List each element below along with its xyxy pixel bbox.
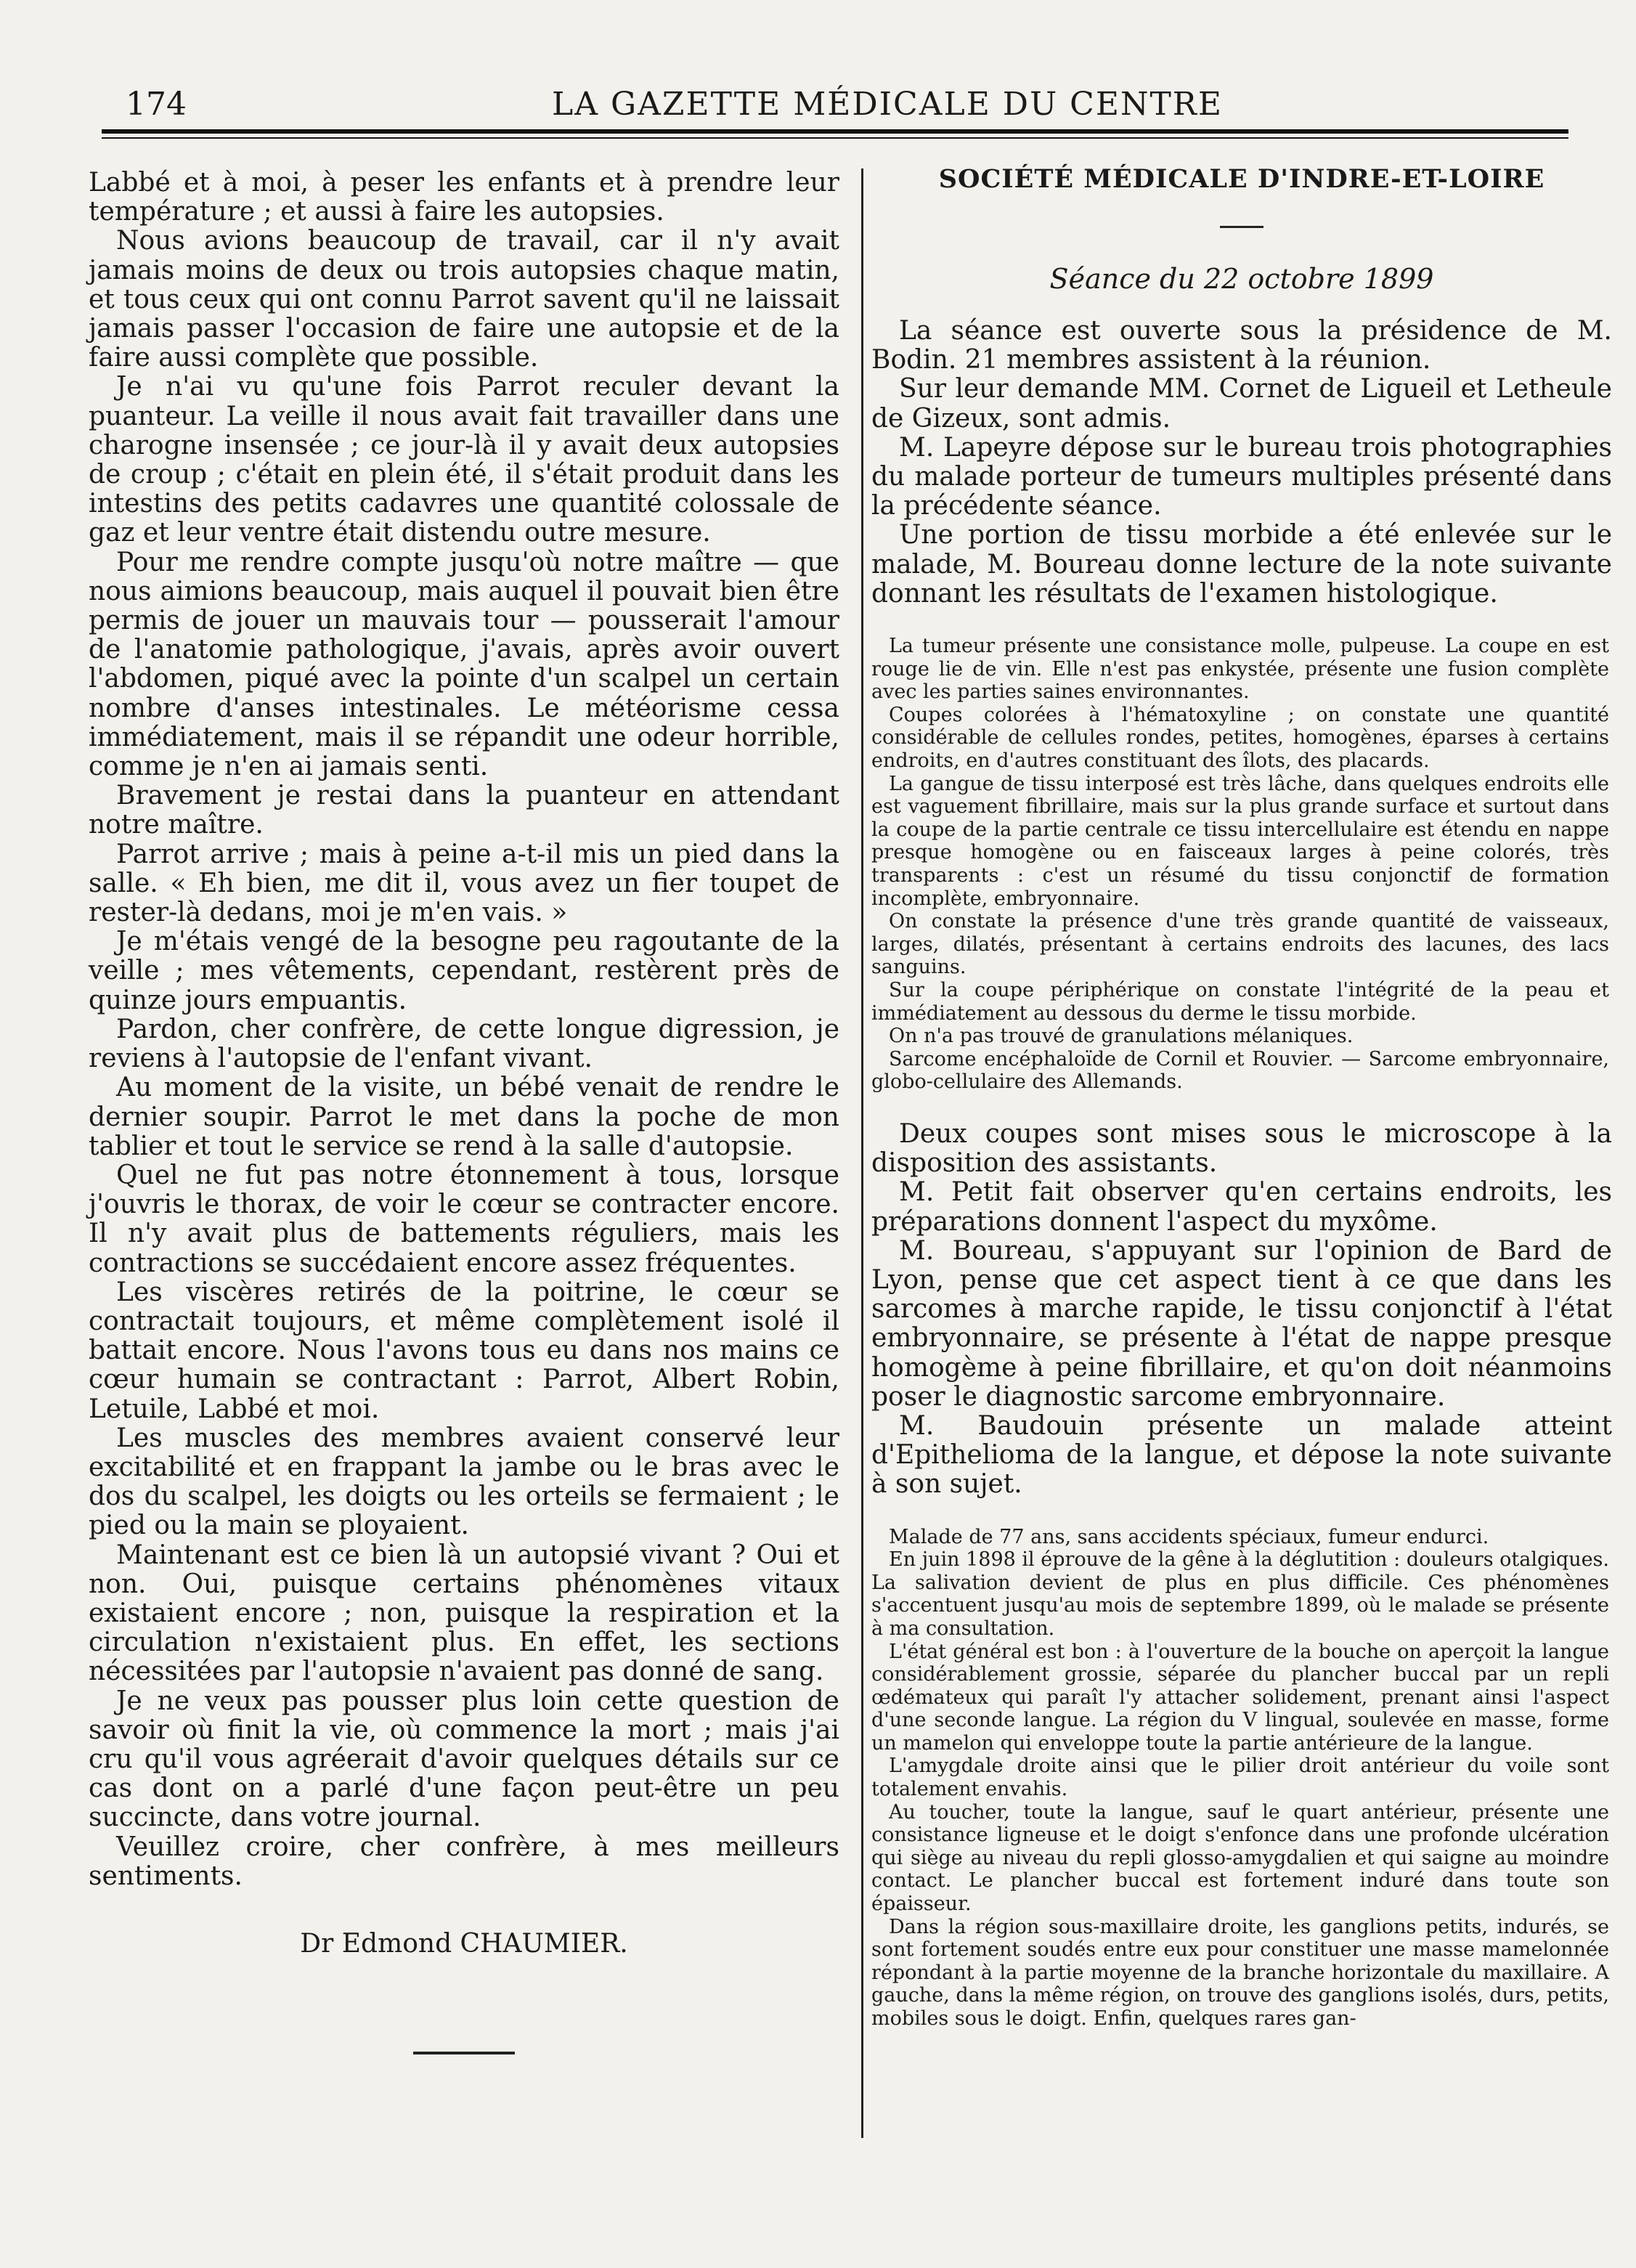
minutes-paragraph: M. Lapeyre dépose sur le bureau trois photographies du malade porteur de tumeurs multiples présenté dans la précédente séance. — [871, 432, 1612, 521]
minutes-paragraph: Sur leur demande MM. Cornet de Ligueil et Letheule de Gizeux, sont admis. — [871, 374, 1612, 434]
note-paragraph: Malade de 77 ans, sans accidents spéciaux, fumeur endurci. — [889, 1525, 1489, 1548]
body-paragraph: Les muscles des membres avaient conservé leur excitabilité et en frappant la jambe ou le bras avec le dos du scalpel, les doigts ou les orteils se fermaient ; le pied ou la main se ployaient. — [89, 1423, 839, 1541]
end-rule — [413, 2052, 515, 2054]
note-paragraph: On constate la présence d'une très grande quantité de vaisseaux, larges, dilatés, présentant à certains endroits des lacunes, des lacs sanguins. — [871, 910, 1609, 979]
body-paragraph: Bravement je restai dans la puanteur en attendant notre maître. — [89, 781, 839, 840]
body-paragraph: Labbé et à moi, à peser les enfants et à prendre leur température ; et aussi à faire les autopsies. — [89, 168, 839, 227]
body-paragraph: Je ne veux pas pousser plus loin cette question de savoir où finit la vie, où commence la mort ; mais j'ai cru qu'il vous agréerait d'avoir quelques détails sur ce cas dont on a parlé d'une façon peut-être un peu succincte, dans votre journal. — [89, 1686, 839, 1833]
note-paragraph: La tumeur présente une consistance molle, pulpeuse. La coupe en est rouge lie de vin. Elle n'est pas enkystée, présente une fusion complète avec les parties saines environnantes. — [871, 635, 1609, 704]
note-paragraph: Coupes colorées à l'hématoxyline ; on constate une quantité considérable de cellules rondes, petites, homogènes, éparses à certains endroits, en d'autres constituant des îlots, des placards. — [871, 703, 1609, 772]
body-paragraph: Nous avions beaucoup de travail, car il n'y avait jamais moins de deux ou trois autopsies chaque matin, et tous ceux qui ont connu Parrot savent qu'il ne laissait jamais passer l'occasion de faire une autopsie et de la faire aussi complète que possible. — [89, 226, 839, 373]
body-paragraph: Parrot arrive ; mais à peine a-t-il mis un pied dans la salle. « Eh bien, me dit il, vous avez un fier toupet de rester-là dedans, moi je m'en vais. » — [89, 839, 839, 928]
note-paragraph: On n'a pas trouvé de granulations mélaniques. — [889, 1025, 1354, 1048]
body-paragraph: Je m'étais vengé de la besogne peu ragoutante de la veille ; mes vêtements, cependant, restèrent près de quinze jours empuantis. — [89, 927, 839, 1015]
right-column — [871, 161, 1612, 2057]
note-paragraph: L'état général est bon : à l'ouverture de la bouche on aperçoit la langue considérablement grossie, séparée du plancher buccal par un repli œdémateux qui paraît l'y attacher solidement, prenant ainsi l'aspect d'une seconde langue. La région du V lingual, soulevée en masse, forme un mamelon qui enveloppe toute la partie antérieure de la langue. — [871, 1640, 1609, 1755]
note-paragraph: Sarcome encéphaloïde de Cornil et Rouvier. — Sarcome embryonnaire, globo-cellulaire des Allemands. — [871, 1047, 1609, 1094]
case-note — [871, 1526, 1612, 2031]
histology-note — [871, 635, 1612, 1094]
body-paragraph: Maintenant est ce bien là un autopsié vivant ? Oui et non. Oui, puisque certains phénomènes vitaux existaient encore ; non, puisque la respiration et la circulation n'existaient plus. En effet, les sections nécessitées par l'autopsie n'avaient pas donné de sang. — [89, 1540, 839, 1687]
body-paragraph: Les viscères retirés de la poitrine, le cœur se contractait toujours, et même complètement isolé il battait encore. Nous l'avons tous eu dans nos mains ce cœur humain se contractant : Parrot, Albert Robin, Letuile, Labbé et moi. — [89, 1277, 839, 1424]
body-paragraph: Quel ne fut pas notre étonnement à tous, lorsque j'ouvris le thorax, de voir le cœur se contracter encore. Il n'y avait plus de battements réguliers, mais les contractions se succédaient encore assez fréquentes. — [89, 1160, 839, 1278]
header-rule-thin — [102, 137, 1568, 139]
journal-title: LA GAZETTE MÉDICALE DU CENTRE — [552, 86, 1224, 123]
note-paragraph: Sur la coupe périphérique on constate l'intégrité de la peau et immédiatement au dessous du derme le tissu morbide. — [871, 978, 1609, 1025]
session-date: Séance du 22 octobre 1899 — [1049, 263, 1434, 295]
note-paragraph: En juin 1898 il éprouve de la gêne à la déglutition : douleurs otalgiques. La salivation devient de plus en plus difficile. Ces phénomènes s'accentuent jusqu'au mois de septembre 1899, où le malade se présente à ma consultation. — [871, 1548, 1609, 1640]
left-column — [89, 168, 839, 2054]
heading-rule — [1220, 226, 1263, 228]
column-divider — [861, 168, 863, 2138]
minutes-paragraph: M. Baudouin présente un malade atteint d'Epithelioma de la langue, et dépose la note suivante à son sujet. — [871, 1410, 1612, 1500]
note-paragraph: Dans la région sous-maxillaire droite, les ganglions petits, indurés, se sont fortement soudés entre eux pour constituer une masse mamelonnée répondant à la partie moyenne de la branche horizontale du maxillaire. A gauche, dans la même région, on trouve des ganglions isolés, durs, petits, mobiles sous le doigt. Enfin, quelques rares gan- — [871, 1915, 1609, 2031]
header-rule — [102, 129, 1568, 134]
minutes-paragraph: La séance est ouverte sous la présidence de M. Bodin. 21 membres assistent à la réunion. — [871, 316, 1612, 375]
minutes-paragraph: M. Boureau, s'appuyant sur l'opinion de Bard de Lyon, pense que cet aspect tient à ce que dans les sarcomes à marche rapide, le tissu conjonctif à l'état embryonnaire, se présente à l'état de nappe presque homogème à peine fibrillaire, et qu'on doit néanmoins poser le diagnostic sarcome embryonnaire. — [871, 1235, 1612, 1412]
body-paragraph: Veuillez croire, cher confrère, à mes meilleurs sentiments. — [89, 1832, 839, 1891]
section-heading: SOCIÉTÉ MÉDICALE D'INDRE-ET-LOIRE — [938, 164, 1545, 194]
note-paragraph: Au toucher, toute la langue, sauf le quart antérieur, présente une consistance ligneuse et le doigt s'enfonce dans une profonde ulcération qui siège au niveau du repli glosso-amygdalien et qui saigne au moindre contact. Le plancher buccal est fortement induré dans toute son épaisseur. — [871, 1800, 1609, 1916]
body-paragraph: Pardon, cher confrère, de cette longue digression, je reviens à l'autopsie de l'enfant vivant. — [89, 1014, 839, 1074]
note-paragraph: L'amygdale droite ainsi que le pilier droit antérieur du voile sont totalement envahis. — [871, 1755, 1609, 1801]
minutes-paragraph: M. Petit fait observer qu'en certains endroits, les préparations donnent l'aspect du myxôme. — [871, 1177, 1612, 1237]
minutes-paragraph: Deux coupes sont mises sous le microscope à la disposition des assistants. — [871, 1118, 1612, 1179]
body-paragraph: Pour me rendre compte jusqu'où notre maître — que nous aimions beaucoup, mais auquel il pouvait bien être permis de jouer un mauvais tour — pousserait l'amour de l'anatomie pathologique, j'avais, après avoir ouvert l'abdomen, piqué avec la pointe d'un scalpel un certain nombre d'anses intestinales. Le météorisme cessa immédiatement, mais il se répandit une odeur horrible, comme je n'en ai jamais senti. — [89, 547, 839, 782]
minutes-paragraph: Une portion de tissu morbide a été enlevée sur le malade, M. Boureau donne lecture de la note suivante donnant les résultats de l'examen histologique. — [871, 520, 1612, 609]
author-signature: Dr Edmond CHAUMIER. — [300, 1928, 628, 1959]
page-number: 174 — [126, 86, 187, 123]
body-paragraph: Je n'ai vu qu'une fois Parrot reculer devant la puanteur. La veille il nous avait fait travailler dans une charogne insensée ; ce jour-là il y avait deux autopsies de croup ; c'était en plein été, il s'était produit dans les intestins des petits cadavres une quantité colossale de gaz et leur ventre était distendu outre mesure. — [89, 372, 839, 548]
body-paragraph: Au moment de la visite, un bébé venait de rendre le dernier soupir. Parrot le met dans la poche de mon tablier et tout le service se rend à la salle d'autopsie. — [89, 1073, 839, 1161]
note-paragraph: La gangue de tissu interposé est très lâche, dans quelques endroits elle est vaguement fibrillaire, mais sur la plus grande surface et surtout dans la coupe de la partie centrale ce tissu intercellulaire est étendu en nappe presque homogène ou en faisceaux larges à peine colorés, très transparents : c'est un résumé du tissu conjonctif de formation incomplète, embryonnaire. — [871, 772, 1609, 910]
